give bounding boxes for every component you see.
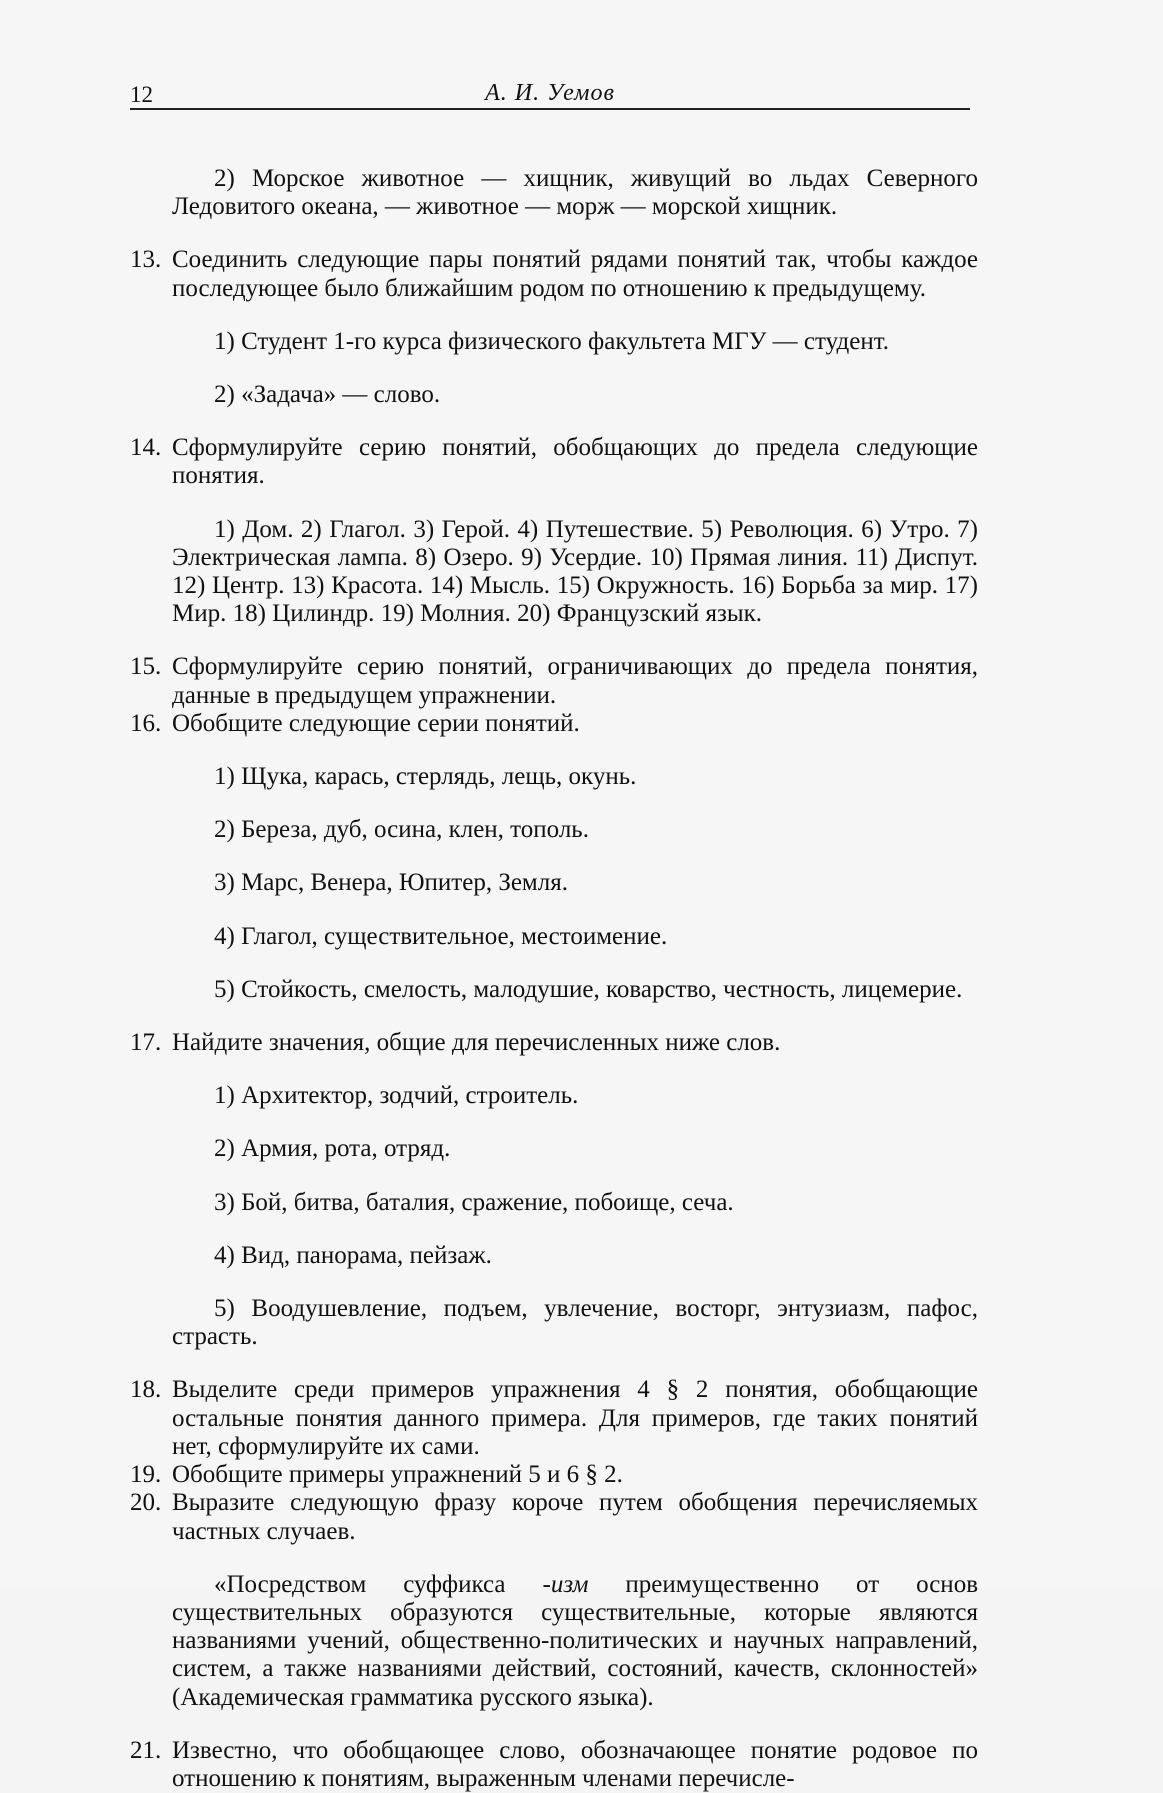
exercise-16-item-1: 1) Щука, карась, стерлядь, лещь, окунь.	[214, 763, 637, 791]
exercise-16-item-4: 4) Глагол, существительное, местоимение.	[214, 922, 668, 950]
exercise-20	[130, 1489, 978, 1545]
exercise-text: Выразите следующую фразу короче путем обобщения перечисляемых частных случаев.	[172, 1489, 978, 1545]
exercise-number: 13.	[130, 246, 162, 274]
quote-text-end: преимущественно от основ существительных образуются существительные, которые являются названиями учений, общественно-политических и научных направлений, систем, а также названиями действий, состояний, качеств, склонностей» (Академическая грамматика русского языка).	[172, 1570, 978, 1711]
exercise-number: 17.	[130, 1029, 162, 1057]
exercise-number: 18.	[130, 1376, 162, 1404]
exercise-17	[130, 1029, 978, 1057]
exercise-13	[130, 246, 978, 302]
exercise-text: Обобщите примеры упражнений 5 и 6 § 2.	[172, 1461, 623, 1489]
exercise-number: 21.	[130, 1736, 162, 1764]
exercise-21	[130, 1737, 978, 1793]
exercise-15	[130, 653, 978, 709]
exercise-text: Известно, что обобщающее слово, обозначающее понятие родовое по отношению к понятиям, выраженным членами перечисле-	[172, 1736, 978, 1792]
exercise-number: 19.	[130, 1461, 162, 1489]
running-title: А. И. Уемов	[485, 80, 615, 106]
exercise-17-item-2: 2) Армия, рота, отряд.	[214, 1135, 451, 1163]
exercise-text: Найдите значения, общие для перечисленных ниже слов.	[172, 1029, 781, 1057]
exercise-number: 16.	[130, 709, 162, 737]
exercise-16-item-3: 3) Марс, Венера, Юпитер, Земля.	[214, 869, 568, 897]
exercise-18	[130, 1376, 978, 1461]
exercise-14-items: 1) Дом. 2) Глагол. 3) Герой. 4) Путешествие. 5) Революция. 6) Утро. 7) Электрическая лампа. 8) Озеро. 9) Усердие. 10) Прямая линия. 11) Диспут. 12) Центр. 13) Красота. 14) Мысль. 15) Окружность. 16) Борьба за мир. 17) Мир. 18) Цилиндр. 19) Молния. 20) Французский язык.	[172, 515, 978, 628]
exercise-14	[130, 434, 978, 490]
page-number: 12	[130, 82, 153, 107]
exercise-13-item-1: 1) Студент 1-го курса физического факультета МГУ — студент.	[214, 327, 890, 355]
quote-text-start: «Посредством суффикса	[214, 1570, 543, 1598]
page-header	[130, 78, 970, 110]
exercise-19	[130, 1461, 978, 1489]
exercise-13-item-2: 2) «Задача» — слово.	[214, 381, 441, 409]
exercise-17-item-5: 5) Воодушевление, подъем, увлечение, восторг, энтузиазм, пафос, страсть.	[172, 1295, 978, 1351]
exercise-number: 14.	[130, 434, 162, 462]
exercise-16-item-5: 5) Стойкость, смелость, малодушие, коварство, честность, лицемерие.	[214, 975, 963, 1003]
exercise-16-item-2: 2) Береза, дуб, осина, клен, тополь.	[214, 816, 589, 844]
suffix-term: -изм	[542, 1570, 589, 1598]
exercise-text: Сформулируйте серию понятий, ограничивающих до предела понятия, данные в предыдущем упражнении.	[172, 653, 978, 709]
exercise-17-item-4: 4) Вид, панорама, пейзаж.	[214, 1241, 492, 1269]
exercise-number: 15.	[130, 653, 162, 681]
exercise-text: Обобщите следующие серии понятий.	[172, 709, 580, 737]
exercise-20-quote	[172, 1571, 978, 1712]
exercise-17-item-1: 1) Архитектор, зодчий, строитель.	[214, 1082, 579, 1110]
exercise-number: 20.	[130, 1489, 162, 1517]
exercise-12-item-2: 2) Морское животное — хищник, живущий во льдах Северного Ледовитого океана, — животное — морж — морской хищник.	[172, 165, 978, 221]
exercise-17-item-3: 3) Бой, битва, баталия, сражение, побоище, сеча.	[214, 1188, 734, 1216]
page-content	[130, 140, 978, 1793]
exercise-text: Выделите среди примеров упражнения 4 § 2 понятия, обобщающие остальные понятия данного примера. Для примеров, где таких понятий нет, сформулируйте их сами.	[172, 1376, 978, 1460]
exercise-16	[130, 710, 978, 738]
exercise-text: Соединить следующие пары понятий рядами понятий так, чтобы каждое последующее было ближайшим родом по отношению к предыдущему.	[172, 246, 978, 302]
exercise-text: Сформулируйте серию понятий, обобщающих до предела следующие понятия.	[172, 434, 978, 490]
